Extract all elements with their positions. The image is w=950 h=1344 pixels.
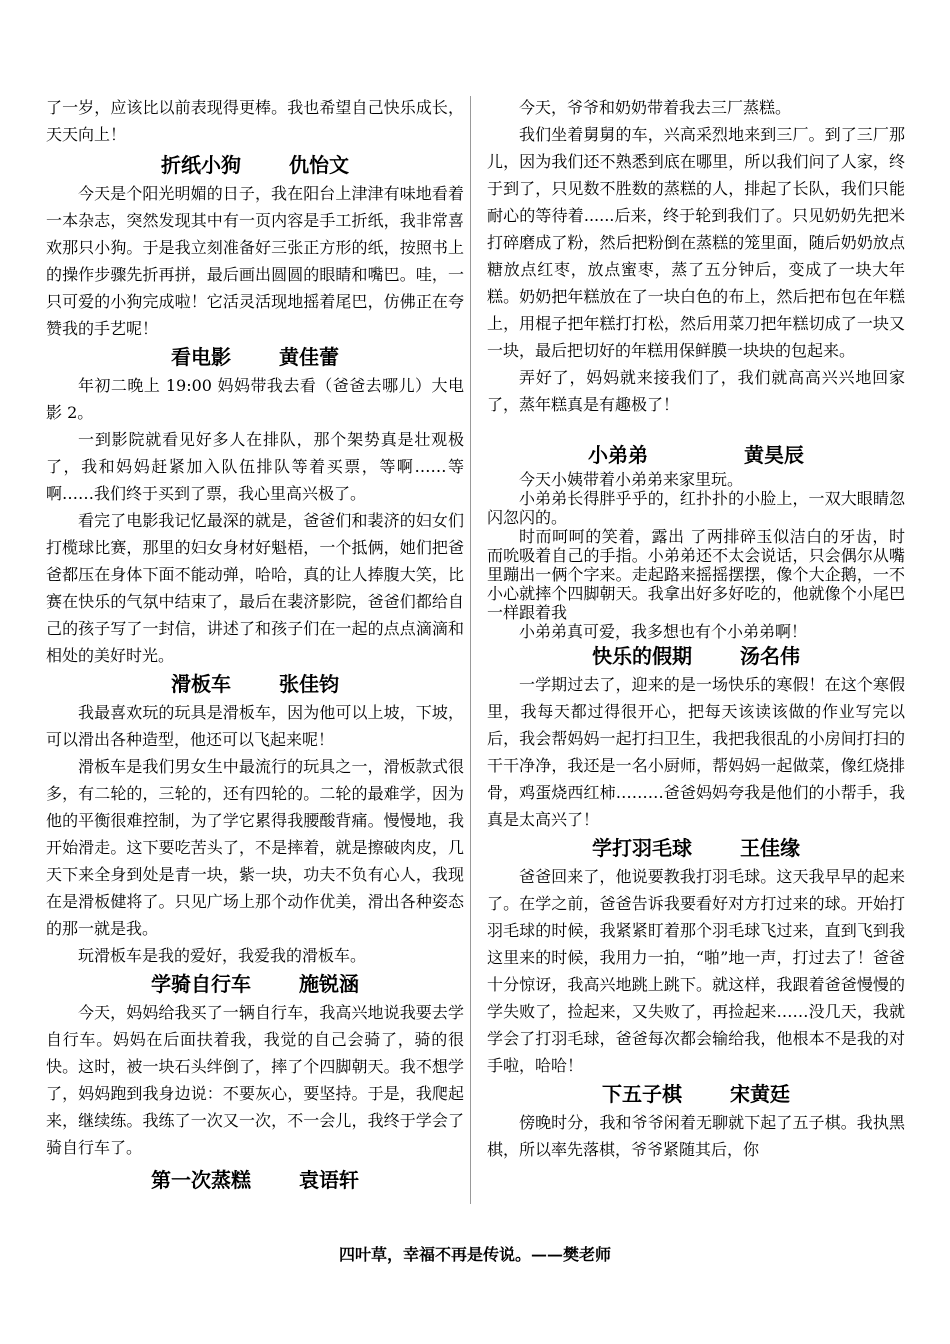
article-title: 折纸小狗 [161, 153, 241, 177]
article-paragraph: 时而呵呵的笑着，露出 了两排碎玉似洁白的牙齿，时而吮吸着自己的手指。小弟弟还不太会说话，只会偶尔从嘴里蹦出一俩个字来。走起路来摇摇摆摆，像个大企鹅，一不小心就摔个四脚朝天。我拿出好多好吃的，他就像个小尾巴一样跟着我 [487, 527, 905, 622]
article-paragraph: 年初二晚上 19:00 妈妈带我去看（爸爸去哪儿）大电影 2。 [46, 376, 464, 422]
article-author: 王佳缘 [740, 836, 800, 860]
article-heading [487, 1079, 905, 1109]
article-paragraph: 傍晚时分，我和爷爷闲着无聊就下起了五子棋。我执黑棋，所以率先落棋，爷爷紧随其后，你 [487, 1113, 905, 1159]
article-title: 下五子棋 [602, 1082, 682, 1106]
article-author: 宋黄廷 [730, 1082, 790, 1106]
article-body-compact [487, 470, 905, 641]
intro-tail-paragraph: 了一岁，应该比以前表现得更棒。我也希望自己快乐成长，天天向上！ [46, 98, 464, 144]
article-paragraph: 今天小姨带着小弟弟来家里玩。 [519, 470, 744, 489]
article-title: 学骑自行车 [151, 972, 251, 996]
article-title: 小弟弟 [588, 443, 648, 467]
article-author: 袁语轩 [299, 1168, 359, 1192]
article-paragraph: 小弟弟真可爱，我多想也有个小弟弟啊！ [519, 622, 808, 641]
article-heading [46, 150, 464, 180]
article-heading [487, 833, 905, 863]
article-paragraph: 今天，爷爷和奶奶带着我去三厂蒸糕。 [519, 98, 792, 117]
article-paragraph: 今天，妈妈给我买了一辆自行车，我高兴地说我要去学自行车。妈妈在后面扶着我，我觉的自己会骑了，骑的很快。这时，被一块石头绊倒了，摔了个四脚朝天。我不想学了，妈妈跑到我身边说：不要灰心，要坚持。于是，我爬起来，继续练。我练了一次又一次，不一会儿，我终于学会了骑自行车了。 [46, 1003, 464, 1157]
article-author: 张佳钧 [279, 672, 339, 696]
article-author: 黄昊辰 [744, 443, 804, 467]
article-author: 仇怡文 [289, 153, 349, 177]
article-paragraph: 弄好了，妈妈就来接我们了，我们就高高兴兴地回家了，蒸年糕真是有趣极了！ [487, 368, 905, 414]
left-column [46, 94, 464, 1195]
article-paragraph: 看完了电影我记忆最深的就是，爸爸们和裴济的妇女们打榄球比赛，那里的妇女身材好魁梧，一个抵俩，她们把爸爸都压在身体下面不能动弹，哈哈，真的让人捧腹大笑，比赛在快乐的气氛中结束了，最后在裴济影院，爸爸们都给自己的孩子写了一封信，讲述了和孩子们在一起的点点滴滴和相处的美好时光。 [46, 511, 464, 665]
article-author: 施锐涵 [299, 972, 359, 996]
article-heading [46, 1165, 464, 1195]
article-heading [46, 969, 464, 999]
page-footer: 四叶草，幸福不再是传说。——樊老师 [338, 1245, 611, 1264]
column-divider [470, 96, 471, 1204]
article-paragraph: 玩滑板车是我的爱好，我爱我的滑板车。 [78, 946, 367, 965]
article-paragraph: 一学期过去了，迎来的是一场快乐的寒假！在这个寒假里，我每天都过得很开心，把每天该读该做的作业写完以后，我会帮妈妈一起打扫卫生，我把我很乱的小房间打扫的干干净净，我还是一名小厨师，帮妈妈一起做菜，像红烧排骨，鸡蛋烧西红柿………爸爸妈妈夸我是他们的小帮手，我真是太高兴了！ [487, 675, 905, 829]
article-title: 第一次蒸糕 [151, 1168, 251, 1192]
article-heading [487, 440, 905, 470]
article-paragraph: 我们坐着舅舅的车，兴高采烈地来到三厂。到了三厂那儿，因为我们还不熟悉到底在哪里，所以我们问了人家，终于到了，只见数不胜数的蒸糕的人，排起了长队，我们只能耐心的等待着......后来，终于轮到我们了。只见奶奶先把米打碎磨成了粉，然后把粉倒在蒸糕的笼里面，随后奶奶放点糖放点红枣，放点蜜枣，蒸了五分钟后，变成了一块大年糕。奶奶把年糕放在了一块白色的布上，然后把布包在年糕上，用棍子把年糕打打松，然后用菜刀把年糕切成了一块又一块，最后把切好的年糕用保鲜膜一块块的包起来。 [487, 125, 905, 360]
article-title: 学打羽毛球 [592, 836, 692, 860]
article-paragraph: 我最喜欢玩的玩具是滑板车，因为他可以上坡，下坡，可以滑出各种造型，他还可以飞起来呢！ [46, 703, 464, 749]
article-heading [46, 669, 464, 699]
article-paragraph: 爸爸回来了，他说要教我打羽毛球。这天我早早的起来了。在学之前，爸爸告诉我要看好对方打过来的球。开始打羽毛球的时候，我紧紧盯着那个羽毛球飞过来，直到飞到我这里来的时候，我用力一拍，“啪”地一声，打过去了！爸爸十分惊讶，我高兴地跳上跳下。就这样，我跟着爸爸慢慢的学失败了，捡起来，又失败了，再捡起来……没几天，我就学会了打羽毛球，爸爸每次都会输给我，他根本不是我的对手啦，哈哈！ [487, 867, 905, 1075]
right-column [487, 94, 905, 1163]
article-heading [487, 641, 905, 671]
article-paragraph: 小弟弟长得胖乎乎的，红扑扑的小脸上，一双大眼睛忽闪忽闪的。 [487, 489, 905, 527]
article-title: 看电影 [171, 345, 231, 369]
article-paragraph: 滑板车是我们男女生中最流行的玩具之一，滑板款式很多，有二轮的，三轮的，还有四轮的。二轮的最难学，因为他的平衡很难控制，为了学它累得我腰酸背痛。慢慢地，我开始滑走。这下要吃苦头了，不是摔着，就是擦破肉皮，几天下来全身到处是青一块，紫一块，功夫不负有心人，我现在是滑板健将了。只见广场上那个动作优美，滑出各种姿态的那一就是我。 [46, 757, 464, 938]
article-paragraph: 今天是个阳光明媚的日子，我在阳台上津津有味地看着一本杂志，突然发现其中有一页内容是手工折纸，我非常喜欢那只小狗。于是我立刻准备好三张正方形的纸，按照书上的操作步骤先折再拼，最后画出圆圆的眼睛和嘴巴。哇，一只可爱的小狗完成啦！它活灵活现地摇着尾巴，仿佛正在夸赞我的手艺呢！ [46, 184, 464, 338]
article-title: 快乐的假期 [592, 644, 692, 668]
article-author: 黄佳蕾 [279, 345, 339, 369]
article-title: 滑板车 [171, 672, 231, 696]
article-paragraph: 一到影院就看见好多人在排队，那个架势真是壮观极了，我和妈妈赶紧加入队伍排队等着买票，等啊……等啊……我们终于买到了票，我心里高兴极了。 [46, 430, 464, 503]
article-heading [46, 342, 464, 372]
article-author: 汤名伟 [740, 644, 800, 668]
